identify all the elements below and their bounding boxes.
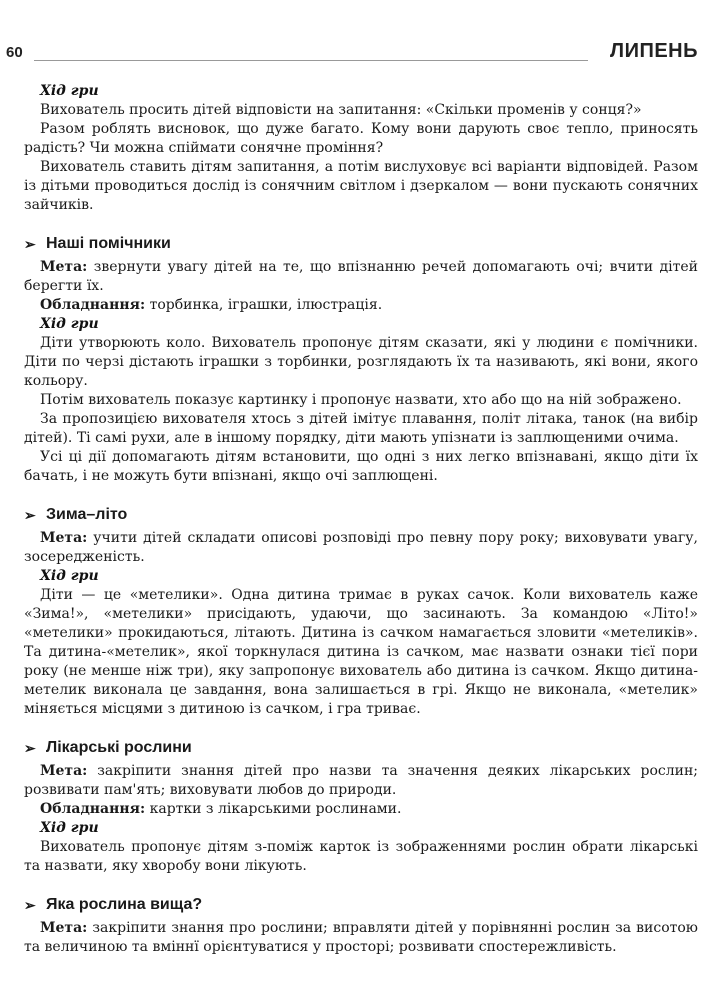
header-rule [34,60,588,61]
goal-paragraph [24,919,698,957]
page-number: 60 [6,44,23,61]
page-header [0,0,720,70]
section-heading-likarski-roslyny [24,737,698,759]
arrow-bullet-icon: ➢ [24,236,36,252]
section-heading-yaka-roslyna-vyshcha [24,894,698,916]
goal-paragraph [24,762,698,800]
paragraph: Вихователь просить дітей відповісти на запитання: «Скільки променів у сонця?» [40,102,642,118]
equipment-text: торбинка, іграшки, ілюстрація. [145,297,383,313]
page-content [24,82,698,982]
arrow-bullet-icon: ➢ [24,740,36,756]
game-procedure-heading: Хід гри [40,820,99,836]
paragraph: Вихователь пропонує дітям з-поміж карток із зображеннями рослин обрати лікарські та назвати, яку хворобу вони лікують. [24,839,698,874]
goal-label: Мета: [40,763,88,779]
equipment-label: Обладнання: [40,801,146,817]
goal-text: учити дітей складати описові розповіді про певну пору року; виховувати увагу, зосередженість. [24,530,698,565]
goal-paragraph [24,258,698,296]
paragraph: Діти — це «метелики». Одна дитина тримає в руках сачок. Коли вихователь каже «Зима!», «метелики» присідають, удаючи, що засинають. За командою «Літо!» «метелики» прокидаються, літають. Дитина із сачком намагається зловити «метеликів». Та дитина-«метелик», якої торкнулася дитина із сачком, має назвати ознаки тієї пори року (не менше ніж три), яку запропонує вихователь або дитина із сачком. Якщо дитина-метелик виконала це завдання, вона залишається в грі. Якщо не виконала, «метелик» міняється місцями з дитиною із сачком, і гра триває. [24,587,698,717]
goal-label: Мета: [40,530,88,546]
equipment-paragraph [24,800,698,819]
paragraph: Діти утворюють коло. Вихователь пропонує дітям сказати, які у людини є помічники. Діти по черзі дістають іграшки з торбинки, розглядають їх та називають, які вони, якого кольору. [24,335,698,389]
goal-label: Мета: [40,259,88,275]
game-procedure-heading: Хід гри [40,316,99,332]
section-heading-zyma-lito [24,504,698,526]
equipment-paragraph [24,296,698,315]
goal-text: звернути увагу дітей на те, що впізнанню речей допомагають очі; вчити дітей берегти їх. [24,259,698,294]
paragraph: Вихователь ставить дітям запитання, а потім вислуховує всі варіанти відповідей. Разом із дітьми проводиться дослід із сонячним світлом і дзеркалом — вони пускають сонячних зайчиків. [24,159,698,213]
game-procedure-heading: Хід гри [40,568,99,584]
section-title: Яка рослина вища? [46,896,203,913]
paragraph: Разом роблять висновок, що дуже багато. Кому вони дарують своє тепло, приносять радість? Чи можна спіймати сонячне проміння? [24,121,698,156]
paragraph: Усі ці дії допомагають дітям встановити, що одні з них легко впізнавані, якщо діти їх бачать, і не можуть бути впізнані, якщо очі заплющені. [24,449,698,484]
arrow-bullet-icon: ➢ [24,897,36,913]
paragraph: За пропозицією вихователя хтось з дітей імітує плавання, політ літака, танок (на вибір дітей). Ті самі рухи, але в іншому порядку, діти мають упізнати із заплющеними очима. [24,411,698,446]
section-title: Зима–літо [46,506,128,523]
equipment-label: Обладнання: [40,297,146,313]
game-procedure-heading: Хід гри [40,83,99,99]
goal-text: закріпити знання про рослини; вправляти дітей у порівнянні рослин за висотою та величиною та вміннї орієнтуватися у просторі; розвивати спостережливість. [24,920,698,955]
arrow-bullet-icon: ➢ [24,507,36,523]
goal-label: Мета: [40,920,88,936]
section-heading-nashi-pomichnyky [24,233,698,255]
running-head: ЛИПЕНЬ [610,40,698,62]
section-title: Наші помічники [46,235,171,252]
paragraph: Потім вихователь показує картинку і пропонує назвати, хто або що на ній зображено. [40,392,682,408]
equipment-text: картки з лікарськими рослинами. [145,801,402,817]
section-title: Лікарські рослини [46,739,192,756]
goal-text: закріпити знання дітей про назви та значення деяких лікарських рослин; розвивати пам'ять; виховувати любов до природи. [24,763,698,798]
goal-paragraph [24,529,698,567]
